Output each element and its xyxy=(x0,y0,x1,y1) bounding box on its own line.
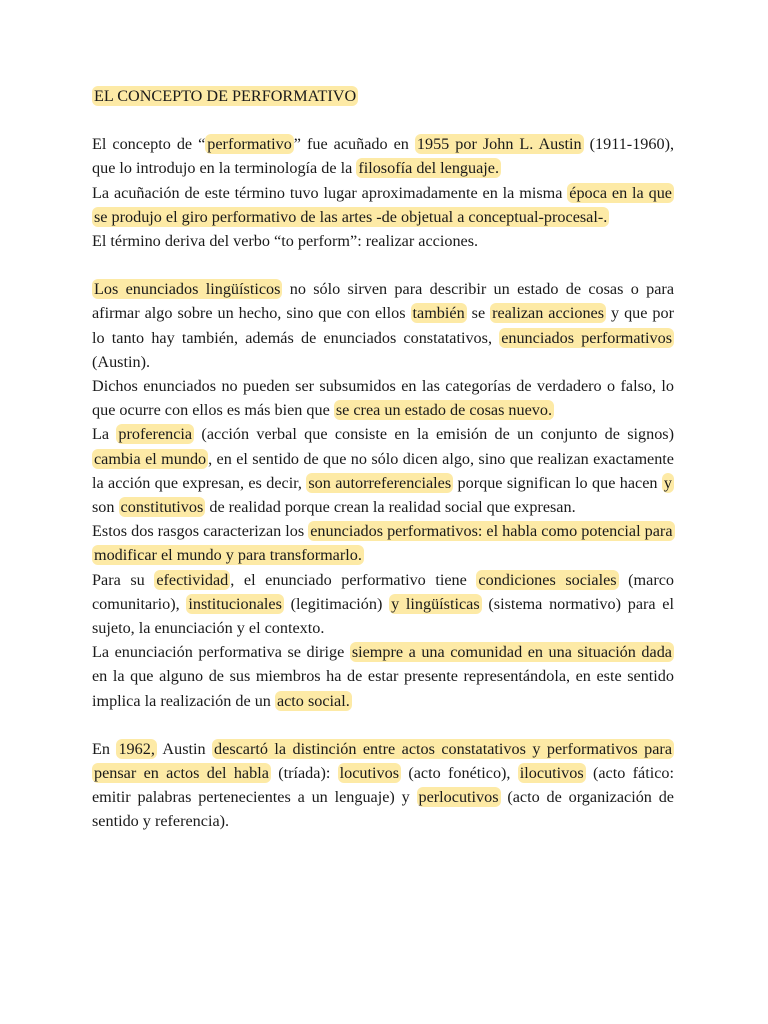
highlight: enunciados performativos: el habla como potencial para modificar el mundo y para transformarlo. xyxy=(94,522,673,565)
paragraph-10 xyxy=(92,737,674,834)
highlight: ilocutivos xyxy=(519,764,584,783)
highlight: 1955 por John L. Austin xyxy=(416,135,582,154)
paragraph-1 xyxy=(92,132,674,180)
paragraph-5 xyxy=(92,374,674,422)
highlight: efectividad xyxy=(156,570,229,589)
highlight: realizan acciones xyxy=(492,304,605,323)
document-title xyxy=(92,84,674,108)
text: son xyxy=(92,498,119,517)
highlight: siempre a una comunidad en una situación dada xyxy=(351,643,672,662)
text: (Austin). xyxy=(92,352,150,371)
title-highlight: EL CONCEPTO DE PERFORMATIVO xyxy=(94,87,357,105)
paragraph-gap xyxy=(92,713,674,737)
highlight: y lingüísticas xyxy=(391,594,480,613)
highlight: locutivos xyxy=(339,764,400,783)
highlight: perlocutivos xyxy=(418,788,499,807)
text: y que por lo tanto hay también, además de enunciados constatativos, xyxy=(92,304,674,347)
highlight: enunciados performativos xyxy=(501,328,672,347)
paragraph-6 xyxy=(92,422,674,519)
text: porque significan lo que hacen xyxy=(453,473,662,492)
text: Austin xyxy=(156,739,213,758)
text: , el enunciado performativo tiene xyxy=(230,570,477,589)
text: ” fue acuñado en xyxy=(293,135,415,154)
paragraph-3 xyxy=(92,229,674,253)
text: se xyxy=(466,304,491,323)
highlight: performativo xyxy=(207,135,292,154)
highlight: época en la que se produjo el giro performativo de las artes -de objetual a conceptual-procesal-. xyxy=(94,183,672,226)
highlight: acto social. xyxy=(276,691,350,710)
text: En xyxy=(92,739,117,758)
text: (1911-1960), que lo introdujo en la terminología de la xyxy=(92,135,675,178)
text: Estos dos rasgos caracterizan los xyxy=(92,522,309,541)
text: (marco comunitario), xyxy=(92,570,675,613)
highlight: son autorreferenciales xyxy=(308,473,452,492)
highlight: descartó la distinción entre actos constatativos y performativos para pensar en actos del habla xyxy=(94,739,672,783)
highlight: cambia el mundo xyxy=(94,449,207,468)
highlight: también xyxy=(412,304,465,323)
text: de realidad porque crean la realidad social que expresan. xyxy=(205,498,576,517)
paragraph-4 xyxy=(92,277,674,374)
text: El término deriva del verbo “to perform”: realizar acciones. xyxy=(92,232,479,251)
text: (acto fático: emitir palabras pertenecientes a un lenguaje) y xyxy=(92,764,674,807)
highlight: se crea un estado de cosas nuevo. xyxy=(335,401,553,420)
text: , en el sentido de que no sólo dicen algo, sino que realizan exactamente la acción que expresan, es decir, xyxy=(92,449,674,492)
text: La acuñación de este término tuvo lugar aproximadamente en la misma xyxy=(92,183,568,202)
text: El concepto de “ xyxy=(92,135,206,154)
highlight: institucionales xyxy=(188,594,282,613)
text: (tríada): xyxy=(270,764,338,783)
highlight: filosofía del lenguaje. xyxy=(358,159,500,178)
text: en la que alguno de sus miembros ha de estar presente representándola, en este sentido implica la realización de un xyxy=(92,667,674,710)
text: no sólo sirven para describir un estado de cosas o para afirmar algo sobre un hecho, sino que con ellos xyxy=(92,280,674,323)
paragraph-8 xyxy=(92,568,674,641)
highlight: constitutivos xyxy=(120,498,204,517)
text: (sistema normativo) para el sujeto, la enunciación y el contexto. xyxy=(92,594,674,638)
paragraph-9 xyxy=(92,640,674,713)
paragraph-gap xyxy=(92,253,674,277)
text: Para su xyxy=(92,570,155,589)
highlight: proferencia xyxy=(118,425,193,444)
highlight: condiciones sociales xyxy=(478,570,617,589)
text: (legitimación) xyxy=(283,594,390,613)
highlight: y xyxy=(663,473,672,492)
text: La xyxy=(92,425,117,444)
text: (acto fonético), xyxy=(401,764,518,783)
text: (acto de organización de sentido y referencia). xyxy=(92,788,674,831)
highlight: Los enunciados lingüísticos xyxy=(94,280,281,299)
text: La enunciación performativa se dirige xyxy=(92,643,350,662)
paragraph-7 xyxy=(92,519,674,567)
paragraph-2 xyxy=(92,181,674,229)
highlight: 1962, xyxy=(118,739,155,758)
text: (acción verbal que consiste en la emisión de un conjunto de signos) xyxy=(194,425,674,444)
text: Dichos enunciados no pueden ser subsumidos en las categorías de verdadero o falso, lo que ocurre con ellos es más bien que xyxy=(92,377,674,420)
